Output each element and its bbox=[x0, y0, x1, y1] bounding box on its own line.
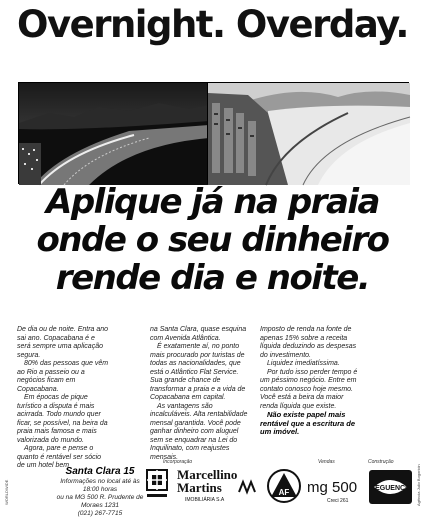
address-title: Santa Clara 15 bbox=[65, 466, 135, 477]
label-vendas: Vendas bbox=[318, 459, 335, 465]
body-column-1 bbox=[17, 326, 110, 471]
label-incorporacao: Incorporação bbox=[163, 459, 193, 465]
mg500-logo bbox=[267, 467, 367, 507]
marcellino-martins-logo bbox=[175, 466, 267, 504]
body-column-2 bbox=[150, 326, 252, 462]
tagline-line-2: onde o seu dinheiro bbox=[36, 220, 389, 260]
tagline-line-1: Aplique já na praia bbox=[46, 182, 379, 222]
vertical-credit-left: WORLDWIDE bbox=[4, 479, 9, 505]
seguenco-text: SEGUENCO bbox=[370, 485, 411, 492]
body-paragraph: 80% das pessoas que vêm ao Rio a passeio ou a negócios ficam em Copacabana. bbox=[17, 360, 109, 393]
closing-statement: Não existe papel mais rentável que a escritura de um imóvel. bbox=[260, 410, 356, 436]
tagline-line-3: rende dia e noite. bbox=[55, 258, 370, 298]
marcellino-line1: Marcellino bbox=[177, 467, 238, 482]
phone-number: (021) 267-7715 bbox=[77, 510, 123, 517]
address-block bbox=[54, 466, 146, 518]
body-paragraph: De dia ou de noite. Entra ano sai ano. Copacabana é e será sempre uma aplicação segura. bbox=[17, 326, 109, 359]
photo-copacabana-night bbox=[18, 82, 208, 184]
marcellino-sub: IMOBILIÁRIA S.A bbox=[185, 497, 225, 503]
vertical-credit-right: Agência Julio Bogoricin bbox=[416, 464, 421, 506]
mg500-sub: Creci 261 bbox=[327, 498, 349, 504]
body-paragraph: Agora, pare e pense o quanto é rentável ser sócio de um hotel bem bbox=[17, 445, 102, 469]
body-paragraph: na Santa Clara, quase esquina com Avenida Atlântica. bbox=[150, 326, 247, 342]
atlantico-symbol: AF bbox=[278, 488, 290, 497]
body-paragraph: Liquidez imediatíssima. bbox=[267, 360, 340, 367]
marcellino-line2: Martins bbox=[177, 480, 222, 495]
kit-logo bbox=[143, 466, 171, 504]
tagline bbox=[0, 183, 425, 297]
mg500-text: mg 500 bbox=[307, 479, 358, 496]
photo-copacabana-day bbox=[207, 82, 409, 184]
body-paragraph: Imposto de renda na fonte de apenas 15% sobre a receita líquida deduzindo as despesas do investimento. bbox=[260, 326, 357, 359]
label-construcao: Construção bbox=[368, 459, 394, 465]
body-column-3 bbox=[260, 326, 362, 437]
address-line: ou na MG 500 R. Prudente de Moraes 1231 bbox=[56, 494, 144, 509]
body-paragraph: Em épocas de pique turístico a disputa é mais acirrada. Todo mundo quer ficar, se possível, na beira da praia mais famosa e mais valorizada do mundo. bbox=[17, 394, 108, 444]
address-line: Informações no local até às 18:00 horas bbox=[60, 478, 140, 493]
headline: Overnight. Overday. bbox=[17, 3, 408, 46]
body-paragraph: Por tudo isso perder tempo é um péssimo negócio. Entre em contato conosco hoje mesmo. Você está a beira da maior renda líquida que existe. bbox=[260, 368, 358, 410]
body-paragraph: É exatamente aí, no ponto mais procurado por turistas de todas as nacionalidades, que está o Atlântico Flat Service. Sua grande chance de transformar a praia e a vida de Copacabana em capital. bbox=[150, 343, 246, 401]
body-paragraph: As vantagens são incalculáveis. Alta rentabilidade mensal garantida. Você pode ganhar dinheiro com aluguel sem se enquadrar na Lei do Inquilinato, com reajustes mensais. bbox=[150, 402, 248, 461]
seguenco-logo bbox=[368, 469, 413, 505]
